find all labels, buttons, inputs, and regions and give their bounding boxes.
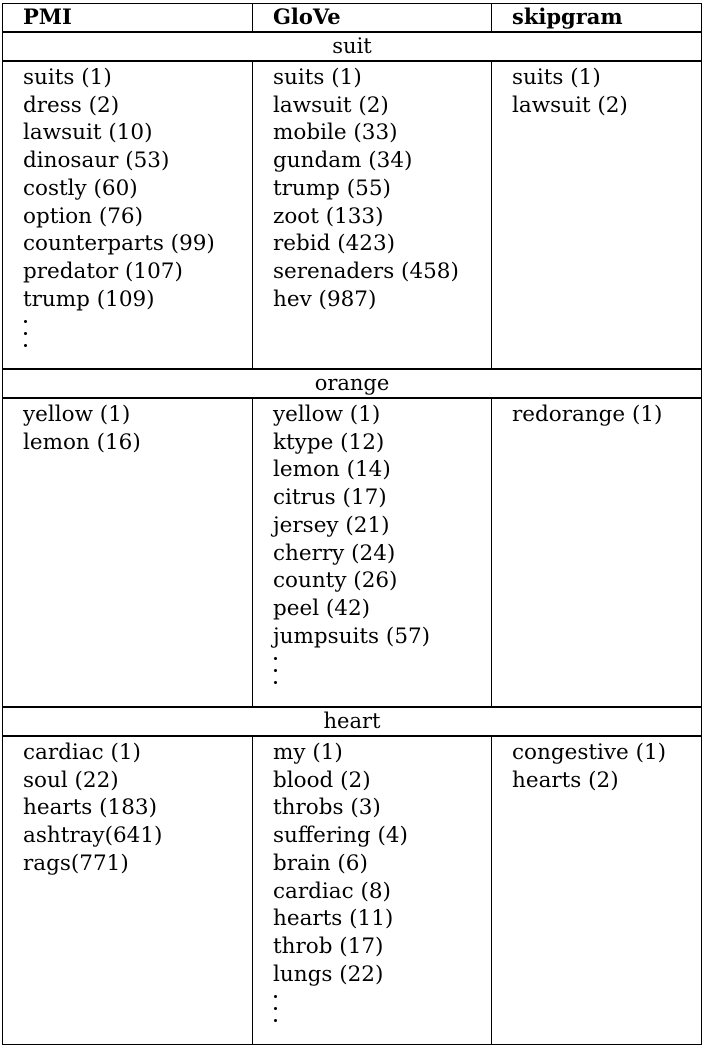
section-row (3, 32, 702, 61)
neighbor-item: jumpsuits (57) (273, 623, 431, 649)
header-skipgram: skipgram (492, 4, 702, 33)
ellipsis-dot (274, 681, 277, 684)
vertical-ellipsis (273, 650, 491, 693)
neighbor-item: dinosaur (53) (23, 148, 170, 174)
neighbor-item: jersey (21) (273, 512, 390, 538)
header-pmi: PMI (3, 4, 253, 33)
ellipsis-dot (24, 332, 27, 335)
neighbor-item: brain (6) (273, 850, 368, 876)
neighbor-item: hearts (11) (273, 906, 394, 932)
section-word: heart (3, 707, 702, 736)
neighbor-item: blood (2) (273, 767, 371, 793)
section-word: orange (3, 369, 702, 398)
neighbor-item: lawsuit (10) (23, 120, 153, 146)
neighbor-item: rebid (423) (273, 231, 396, 257)
neighbor-item: rags(771) (23, 850, 129, 876)
neighbor-item: hearts (183) (23, 795, 157, 821)
ellipsis-dot (274, 995, 277, 998)
neighbor-item: throb (17) (273, 933, 384, 959)
neighbor-item: ashtray(641) (23, 823, 163, 849)
neighbor-item: lawsuit (2) (512, 92, 628, 118)
vertical-ellipsis (23, 313, 252, 356)
neighbor-item: cherry (24) (273, 540, 396, 566)
section-word: suit (3, 32, 702, 61)
neighbor-item: hev (987) (273, 286, 377, 312)
neighbor-item: counterparts (99) (23, 231, 215, 257)
neighbor-item: option (76) (23, 203, 143, 229)
neighbor-item: peel (42) (273, 595, 371, 621)
neighbor-item: lemon (16) (23, 429, 141, 455)
section-row (3, 707, 702, 736)
pmi-neighbors-cell (3, 736, 253, 1045)
neighbor-item: gundam (34) (273, 148, 413, 174)
ellipsis-dot (274, 1019, 277, 1022)
neighbor-item: county (26) (273, 568, 398, 594)
neighbor-item: ktype (12) (273, 429, 385, 455)
neighbor-item: suits (1) (23, 65, 112, 90)
neighbor-item: mobile (33) (273, 120, 398, 146)
neighbor-item: serenaders (458) (273, 258, 459, 284)
neighbor-item: trump (55) (273, 175, 391, 201)
neighbor-item: costly (60) (23, 175, 138, 201)
neighbors-row (3, 61, 702, 369)
skipgram-neighbors-cell (492, 398, 702, 707)
glove-neighbors-cell (253, 398, 492, 707)
neighbor-item: cardiac (8) (273, 878, 391, 904)
neighbor-item: lawsuit (2) (273, 92, 389, 118)
neighbor-item: suits (1) (512, 65, 601, 90)
neighbor-item: citrus (17) (273, 485, 387, 511)
ellipsis-dot (274, 669, 277, 672)
neighbor-item: yellow (1) (273, 402, 381, 427)
header-glove: GloVe (253, 4, 492, 33)
neighbor-item: dress (2) (23, 92, 120, 118)
neighbor-item: lungs (22) (273, 961, 384, 987)
neighbor-item: suits (1) (273, 65, 362, 90)
ellipsis-dot (24, 320, 27, 323)
glove-neighbors-cell (253, 61, 492, 369)
header-row (3, 4, 702, 33)
section-row (3, 369, 702, 398)
neighbor-item: redorange (1) (512, 402, 663, 427)
pmi-neighbors-cell (3, 61, 253, 369)
neighbor-item: suffering (4) (273, 823, 408, 849)
ellipsis-dot (274, 1007, 277, 1010)
neighbor-item: soul (22) (23, 767, 119, 793)
neighbor-item: congestive (1) (512, 740, 667, 765)
pmi-neighbors-cell (3, 398, 253, 707)
neighbor-item: zoot (133) (273, 203, 384, 229)
skipgram-neighbors-cell (492, 61, 702, 369)
vertical-ellipsis (273, 988, 491, 1031)
neighbor-item: throbs (3) (273, 795, 381, 821)
ellipsis-dot (274, 657, 277, 660)
neighbor-item: yellow (1) (23, 402, 131, 427)
neighbors-row (3, 736, 702, 1045)
similar-words-table (2, 3, 702, 1045)
neighbor-item: predator (107) (23, 258, 183, 284)
ellipsis-dot (24, 344, 27, 347)
neighbor-item: lemon (14) (273, 457, 391, 483)
glove-neighbors-cell (253, 736, 492, 1045)
neighbor-item: hearts (2) (512, 767, 619, 793)
neighbor-item: trump (109) (23, 286, 155, 312)
table-body (3, 32, 702, 1045)
neighbors-row (3, 398, 702, 707)
neighbor-item: cardiac (1) (23, 740, 141, 765)
skipgram-neighbors-cell (492, 736, 702, 1045)
neighbor-item: my (1) (273, 740, 343, 765)
